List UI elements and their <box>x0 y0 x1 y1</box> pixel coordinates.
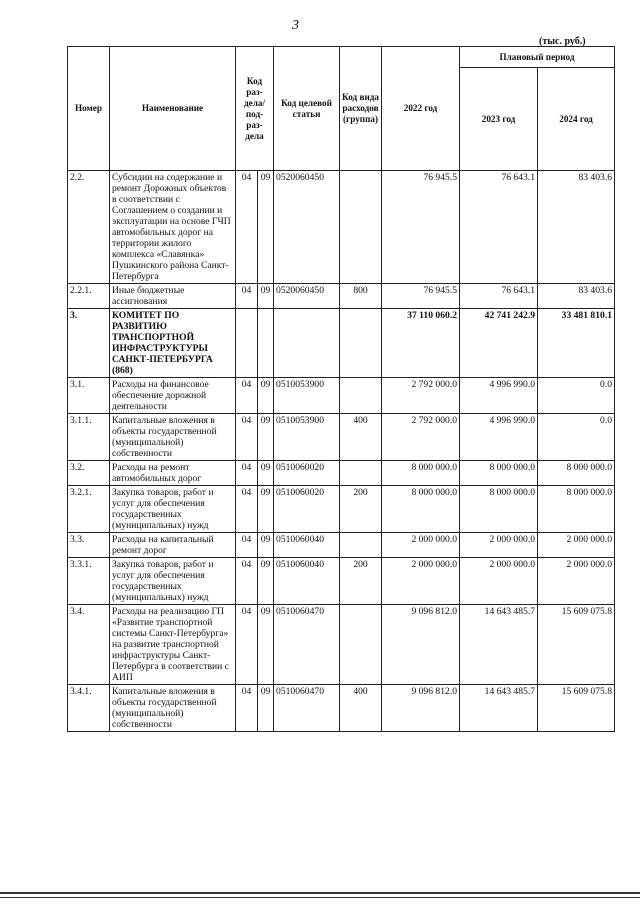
row-name-cell: Расходы на реализацию ГП «Развитие транспортной системы Санкт-Петербурга» на развитие транспортной инфраструктуры Санкт-Петербурга в соответствии с АИП <box>110 605 236 685</box>
row-2022-amount-cell: 9 096 812.0 <box>382 685 460 732</box>
table-row <box>68 685 615 732</box>
row-2024-amount-cell: 2 000 000.0 <box>538 533 615 558</box>
row-name-cell: Расходы на капитальный ремонт дорог <box>110 533 236 558</box>
row-number-cell: 3.1. <box>68 378 110 414</box>
row-target-code-cell: 0510053900 <box>274 378 340 414</box>
row-subsection-cell <box>258 309 274 378</box>
row-subsection-cell: 09 <box>258 414 274 461</box>
row-2022-amount-cell: 2 000 000.0 <box>382 558 460 605</box>
row-2023-amount-cell: 14 643 485.7 <box>460 685 538 732</box>
row-expense-type-cell <box>340 461 382 486</box>
row-2023-amount-cell: 4 996 990.0 <box>460 378 538 414</box>
row-target-code-cell: 0510060470 <box>274 605 340 685</box>
row-section-cell: 04 <box>236 486 258 533</box>
row-target-code-cell: 0510053900 <box>274 414 340 461</box>
row-target-code-cell: 0510060040 <box>274 558 340 605</box>
row-subsection-cell: 09 <box>258 378 274 414</box>
row-target-code-cell: 0510060470 <box>274 685 340 732</box>
units-label: (тыс. руб.) <box>539 36 586 47</box>
row-number-cell: 3.3. <box>68 533 110 558</box>
row-section-cell: 04 <box>236 605 258 685</box>
row-2022-amount-cell: 8 000 000.0 <box>382 461 460 486</box>
row-2024-amount-cell: 8 000 000.0 <box>538 461 615 486</box>
row-2022-amount-cell: 8 000 000.0 <box>382 486 460 533</box>
row-number-cell: 3.4.1. <box>68 685 110 732</box>
table-body <box>68 171 615 732</box>
row-number-cell: 3.1.1. <box>68 414 110 461</box>
row-section-cell: 04 <box>236 378 258 414</box>
row-name-cell: Закупка товаров, работ и услуг для обеспечения государственных (муниципальных) нужд <box>110 486 236 533</box>
row-name-cell: КОМИТЕТ ПО РАЗВИТИЮ ТРАНСПОРТНОЙ ИНФРАСТРУКТУРЫ САНКТ-ПЕТЕРБУРГА (868) <box>110 309 236 378</box>
row-number-cell: 2.2.1. <box>68 284 110 309</box>
table-row <box>68 309 615 378</box>
header-name: Наименование <box>110 47 236 171</box>
row-2022-amount-cell: 2 792 000.0 <box>382 414 460 461</box>
row-2023-amount-cell: 8 000 000.0 <box>460 486 538 533</box>
row-target-code-cell: 0520060450 <box>274 171 340 284</box>
row-expense-type-cell: 200 <box>340 558 382 605</box>
row-expense-type-cell: 400 <box>340 685 382 732</box>
row-name-cell: Капитальные вложения в объекты государственной (муниципальной) собственности <box>110 685 236 732</box>
row-2023-amount-cell: 14 643 485.7 <box>460 605 538 685</box>
header-expense-type: Код вида расходов (группа) <box>340 47 382 171</box>
row-2024-amount-cell: 2 000 000.0 <box>538 558 615 605</box>
table-header <box>68 47 615 171</box>
row-name-cell: Капитальные вложения в объекты государственной (муниципальной) собственности <box>110 414 236 461</box>
row-expense-type-cell: 200 <box>340 486 382 533</box>
row-subsection-cell: 09 <box>258 685 274 732</box>
row-target-code-cell: 0520060450 <box>274 284 340 309</box>
page-number: 3 <box>292 18 299 33</box>
table-row <box>68 558 615 605</box>
row-expense-type-cell <box>340 605 382 685</box>
row-2022-amount-cell: 76 945.5 <box>382 171 460 284</box>
table-row <box>68 414 615 461</box>
row-expense-type-cell: 400 <box>340 414 382 461</box>
row-name-cell: Расходы на финансовое обеспечение дорожной деятельности <box>110 378 236 414</box>
row-2024-amount-cell: 83 403.6 <box>538 171 615 284</box>
row-subsection-cell: 09 <box>258 461 274 486</box>
table-row <box>68 461 615 486</box>
row-section-cell: 04 <box>236 558 258 605</box>
table-row <box>68 533 615 558</box>
row-subsection-cell: 09 <box>258 486 274 533</box>
row-2023-amount-cell: 8 000 000.0 <box>460 461 538 486</box>
row-expense-type-cell <box>340 171 382 284</box>
row-2023-amount-cell: 76 643.1 <box>460 171 538 284</box>
row-section-cell <box>236 309 258 378</box>
row-subsection-cell: 09 <box>258 558 274 605</box>
row-section-cell: 04 <box>236 461 258 486</box>
row-section-cell: 04 <box>236 414 258 461</box>
header-plan-period: Плановый период <box>460 47 615 68</box>
row-2024-amount-cell: 8 000 000.0 <box>538 486 615 533</box>
budget-table <box>67 46 615 732</box>
row-2022-amount-cell: 37 110 060.2 <box>382 309 460 378</box>
row-target-code-cell: 0510060020 <box>274 486 340 533</box>
table-row <box>68 284 615 309</box>
table-row <box>68 378 615 414</box>
row-number-cell: 3.2. <box>68 461 110 486</box>
row-2023-amount-cell: 2 000 000.0 <box>460 533 538 558</box>
row-number-cell: 2.2. <box>68 171 110 284</box>
row-subsection-cell: 09 <box>258 284 274 309</box>
row-expense-type-cell <box>340 378 382 414</box>
row-2024-amount-cell: 0.0 <box>538 378 615 414</box>
row-section-cell: 04 <box>236 685 258 732</box>
row-2022-amount-cell: 2 792 000.0 <box>382 378 460 414</box>
row-2022-amount-cell: 9 096 812.0 <box>382 605 460 685</box>
header-section-code: Код раз-дела/ под-раз-дела <box>236 47 274 171</box>
row-subsection-cell: 09 <box>258 171 274 284</box>
row-number-cell: 3. <box>68 309 110 378</box>
row-section-cell: 04 <box>236 171 258 284</box>
row-2024-amount-cell: 83 403.6 <box>538 284 615 309</box>
row-subsection-cell: 09 <box>258 605 274 685</box>
row-section-cell: 04 <box>236 284 258 309</box>
row-2022-amount-cell: 76 945.5 <box>382 284 460 309</box>
bottom-rule <box>0 892 640 894</box>
row-target-code-cell <box>274 309 340 378</box>
table-row <box>68 171 615 284</box>
row-name-cell: Субсидии на содержание и ремонт Дорожных объектов в соответствии с Соглашением о создании и эксплуатации на основе ГЧП автомобильных дорог на территории жилого комплекса «Славянка» Пушкинского района Санкт-Петербурга <box>110 171 236 284</box>
row-number-cell: 3.3.1. <box>68 558 110 605</box>
header-target-code: Код целевой статьи <box>274 47 340 171</box>
header-year-2022: 2022 год <box>382 47 460 171</box>
header-number: Номер <box>68 47 110 171</box>
row-name-cell: Расходы на ремонт автомобильных дорог <box>110 461 236 486</box>
row-2023-amount-cell: 76 643.1 <box>460 284 538 309</box>
row-2023-amount-cell: 42 741 242.9 <box>460 309 538 378</box>
row-section-cell: 04 <box>236 533 258 558</box>
row-2024-amount-cell: 33 481 810.1 <box>538 309 615 378</box>
row-expense-type-cell <box>340 309 382 378</box>
row-target-code-cell: 0510060040 <box>274 533 340 558</box>
row-expense-type-cell: 800 <box>340 284 382 309</box>
row-2023-amount-cell: 2 000 000.0 <box>460 558 538 605</box>
row-subsection-cell: 09 <box>258 533 274 558</box>
row-2023-amount-cell: 4 996 990.0 <box>460 414 538 461</box>
row-name-cell: Закупка товаров, работ и услуг для обеспечения государственных (муниципальных) нужд <box>110 558 236 605</box>
row-2024-amount-cell: 15 609 075.8 <box>538 605 615 685</box>
header-year-2023: 2023 год <box>460 68 538 171</box>
row-name-cell: Иные бюджетные ассигнования <box>110 284 236 309</box>
header-year-2024: 2024 год <box>538 68 615 171</box>
row-expense-type-cell <box>340 533 382 558</box>
row-target-code-cell: 0510060020 <box>274 461 340 486</box>
row-number-cell: 3.4. <box>68 605 110 685</box>
table-row <box>68 605 615 685</box>
bottom-rule-thin <box>0 897 640 898</box>
row-2022-amount-cell: 2 000 000.0 <box>382 533 460 558</box>
table-row <box>68 486 615 533</box>
row-2024-amount-cell: 0.0 <box>538 414 615 461</box>
row-number-cell: 3.2.1. <box>68 486 110 533</box>
row-2024-amount-cell: 15 609 075.8 <box>538 685 615 732</box>
